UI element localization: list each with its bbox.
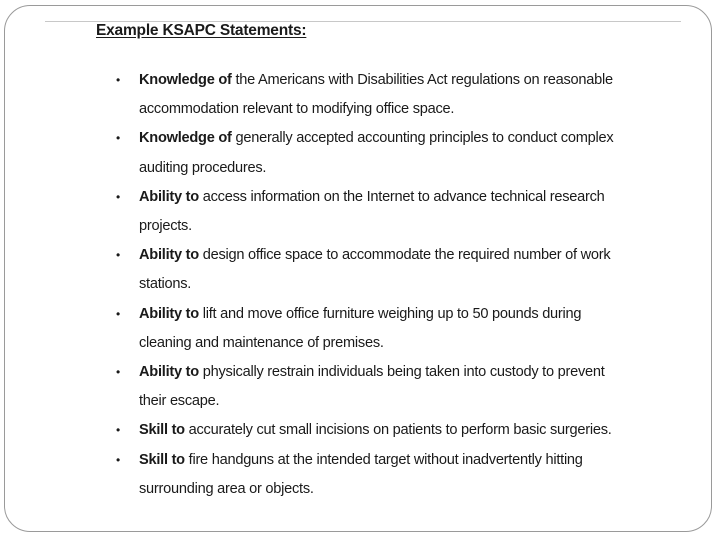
statement-text: access information on the Internet to advance technical research xyxy=(198,188,605,205)
statement-line-1 xyxy=(139,358,656,387)
statement-text: physically restrain individuals being taken into custody to prevent xyxy=(198,364,605,381)
bullet-icon: • xyxy=(116,365,120,380)
statement-line-2: cleaning and maintenance of premises. xyxy=(139,334,384,351)
bullet-icon: • xyxy=(116,131,120,146)
statement-text: lift and move office furniture weighing up to 50 pounds during xyxy=(198,305,582,322)
statement-lead: Ability to xyxy=(139,188,199,205)
statement-lead: Ability to xyxy=(139,364,199,381)
list-item xyxy=(116,241,656,299)
bullet-icon: • xyxy=(116,189,120,204)
list-item xyxy=(116,300,656,358)
bullet-icon: • xyxy=(116,73,120,87)
statement-line-2: projects. xyxy=(139,218,192,235)
statement-line-2: surrounding area or objects. xyxy=(139,480,314,497)
statement-line-2: stations. xyxy=(139,276,192,293)
statement-text: design office space to accommodate the required number of work xyxy=(198,247,611,264)
statement-lead: Knowledge of xyxy=(139,130,232,147)
statement-line-1 xyxy=(139,416,656,445)
statement-line-1 xyxy=(139,241,656,270)
page-title: Example KSAPC Statements: xyxy=(96,22,307,39)
statement-lead: Knowledge of xyxy=(139,72,232,88)
statement-line-2: their escape. xyxy=(139,393,220,410)
statement-line-1 xyxy=(139,124,656,153)
statement-lead: Skill to xyxy=(139,451,185,468)
statement-line-1 xyxy=(139,300,656,329)
statement-text: the Americans with Disabilities Act regulations on reasonable xyxy=(231,72,613,88)
list-item xyxy=(116,446,656,504)
list-item xyxy=(116,183,656,241)
list-item xyxy=(116,124,656,182)
statement-lead: Skill to xyxy=(139,422,185,439)
bullet-icon: • xyxy=(116,423,120,438)
statement-line-1 xyxy=(139,446,656,475)
list-item xyxy=(116,358,656,416)
statement-text: accurately cut small incisions on patients to perform basic surgeries. xyxy=(184,422,612,439)
statement-lead: Ability to xyxy=(139,305,199,322)
statement-line-1 xyxy=(139,66,656,95)
statement-line-2: auditing procedures. xyxy=(139,159,267,176)
statement-text: generally accepted accounting principles to conduct complex xyxy=(231,130,614,147)
bullet-icon: • xyxy=(116,452,120,467)
ksapc-statement-list xyxy=(116,66,656,504)
statement-text: fire handguns at the intended target without inadvertently hitting xyxy=(184,451,583,468)
bullet-icon: • xyxy=(116,248,120,263)
statement-lead: Ability to xyxy=(139,247,199,264)
bullet-icon: • xyxy=(116,306,120,321)
statement-line-2: accommodation relevant to modifying office space. xyxy=(139,101,455,118)
statement-line-1 xyxy=(139,183,656,212)
list-item xyxy=(116,416,656,445)
list-item xyxy=(116,66,656,124)
